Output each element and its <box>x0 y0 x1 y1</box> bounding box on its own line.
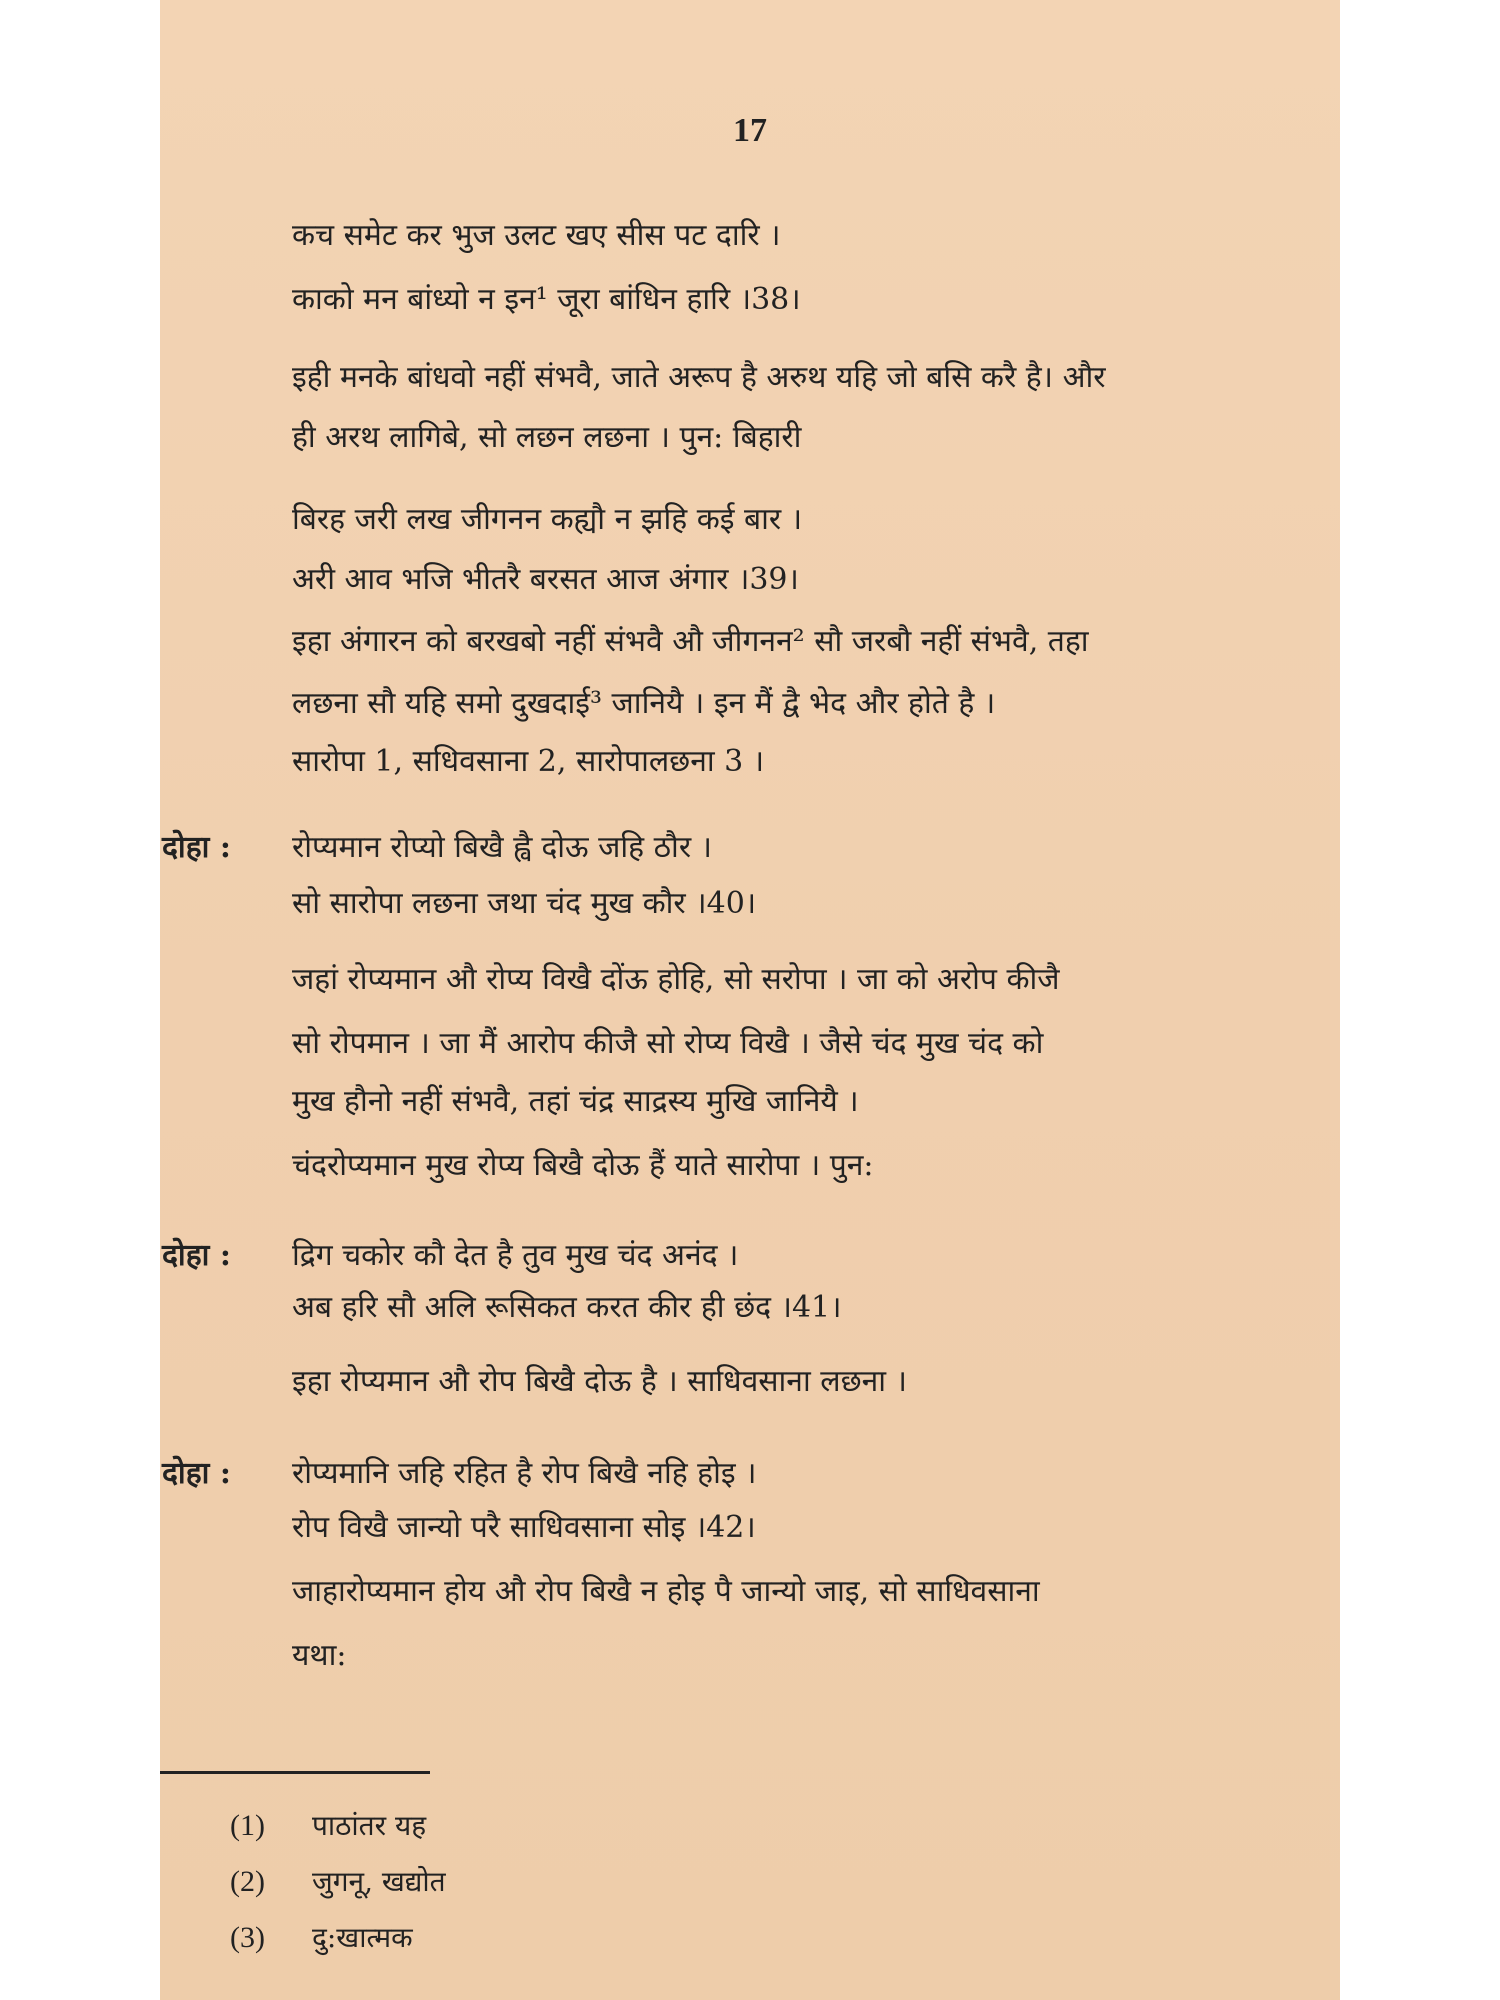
verse-line: अरी आव भजि भीतरै बरसत आज अंगार ।39। <box>292 562 799 597</box>
prose-line: जाहारोप्यमान होय औ रोप बिखै न होइ पै जान्यो जाइ, सो साधिवसाना <box>292 1574 1040 1609</box>
document-page <box>160 0 1340 2000</box>
doha-label: दोहा : <box>162 1238 231 1273</box>
footnote-rule <box>160 1771 430 1774</box>
verse-line: सो सारोपा लछना जथा चंद मुख कौर ।40। <box>292 886 757 921</box>
prose-line: मुख हौनो नहीं संभवै, तहां चंद्र साद्रस्य मुखि जानियै । <box>292 1084 859 1119</box>
footnote-text: जुगनू, खद्योत <box>312 1865 446 1898</box>
verse-line: काको मन बांध्यो न इन¹ जूरा बांधिन हारि ।38। <box>292 282 801 317</box>
footnote-text: दु:खात्मक <box>312 1921 413 1954</box>
prose-line: लछना सौ यहि समो दुखदाई³ जानियै । इन मैं द्वै भेद और होते है । <box>292 686 996 721</box>
prose-line: सो रोपमान । जा मैं आरोप कीजै सो रोप्य विखै । जैसे चंद मुख चंद को <box>292 1026 1044 1061</box>
footnote-number: (1) <box>230 1809 265 1842</box>
footnote-text: पाठांतर यह <box>312 1809 427 1842</box>
page-number: 17 <box>733 112 767 149</box>
footnote-number: (3) <box>230 1921 265 1954</box>
prose-line: इहा अंगारन को बरखबो नहीं संभवै औ जीगनन² सौ जरबौ नहीं संभवै, तहा <box>292 624 1089 659</box>
verse-line: रोप्यमानि जहि रहित है रोप बिखै नहि होइ । <box>292 1456 757 1491</box>
verse-line: रोप्यमान रोप्यो बिखै ह्वै दोऊ जहि ठौर । <box>292 830 713 865</box>
doha-label: दोहा : <box>162 1456 231 1491</box>
verse-line: द्रिग चकोर कौ देत है तुव मुख चंद अनंद । <box>292 1238 739 1273</box>
verse-line: अब हरि सौ अलि रूसिकत करत कीर ही छंद ।41। <box>292 1290 842 1325</box>
footnote <box>230 1864 446 1900</box>
prose-line: ही अरथ लागिबे, सो लछन लछना । पुन: बिहारी <box>292 420 802 455</box>
prose-line: इही मनके बांधवो नहीं संभवै, जाते अरूप है अरुथ यहि जो बसि करै है। और <box>292 360 1106 395</box>
prose-line: चंदरोप्यमान मुख रोप्य बिखै दोऊ हैं याते सारोपा । पुन: <box>292 1148 874 1183</box>
prose-line: इहा रोप्यमान औ रोप बिखै दोऊ है । साधिवसाना लछना । <box>292 1364 907 1399</box>
verse-line: कच समेट कर भुज उलट खए सीस पट दारि । <box>292 218 781 253</box>
prose-line: जहां रोप्यमान औ रोप्य विखै दोंऊ होहि, सो सरोपा । जा को अरोप कीजै <box>292 962 1060 997</box>
prose-line: सारोपा 1, सधिवसाना 2, सारोपालछना 3 । <box>292 744 765 779</box>
doha-label: दोहा : <box>162 830 231 865</box>
verse-line: रोप विखै जान्यो परै साधिवसाना सोइ ।42। <box>292 1510 756 1545</box>
footnote <box>230 1808 426 1844</box>
verse-line: बिरह जरी लख जीगनन कह्यौ न झहि कई बार । <box>292 502 803 537</box>
footnote <box>230 1920 413 1956</box>
prose-line: यथा: <box>292 1638 347 1673</box>
footnote-number: (2) <box>230 1865 265 1898</box>
